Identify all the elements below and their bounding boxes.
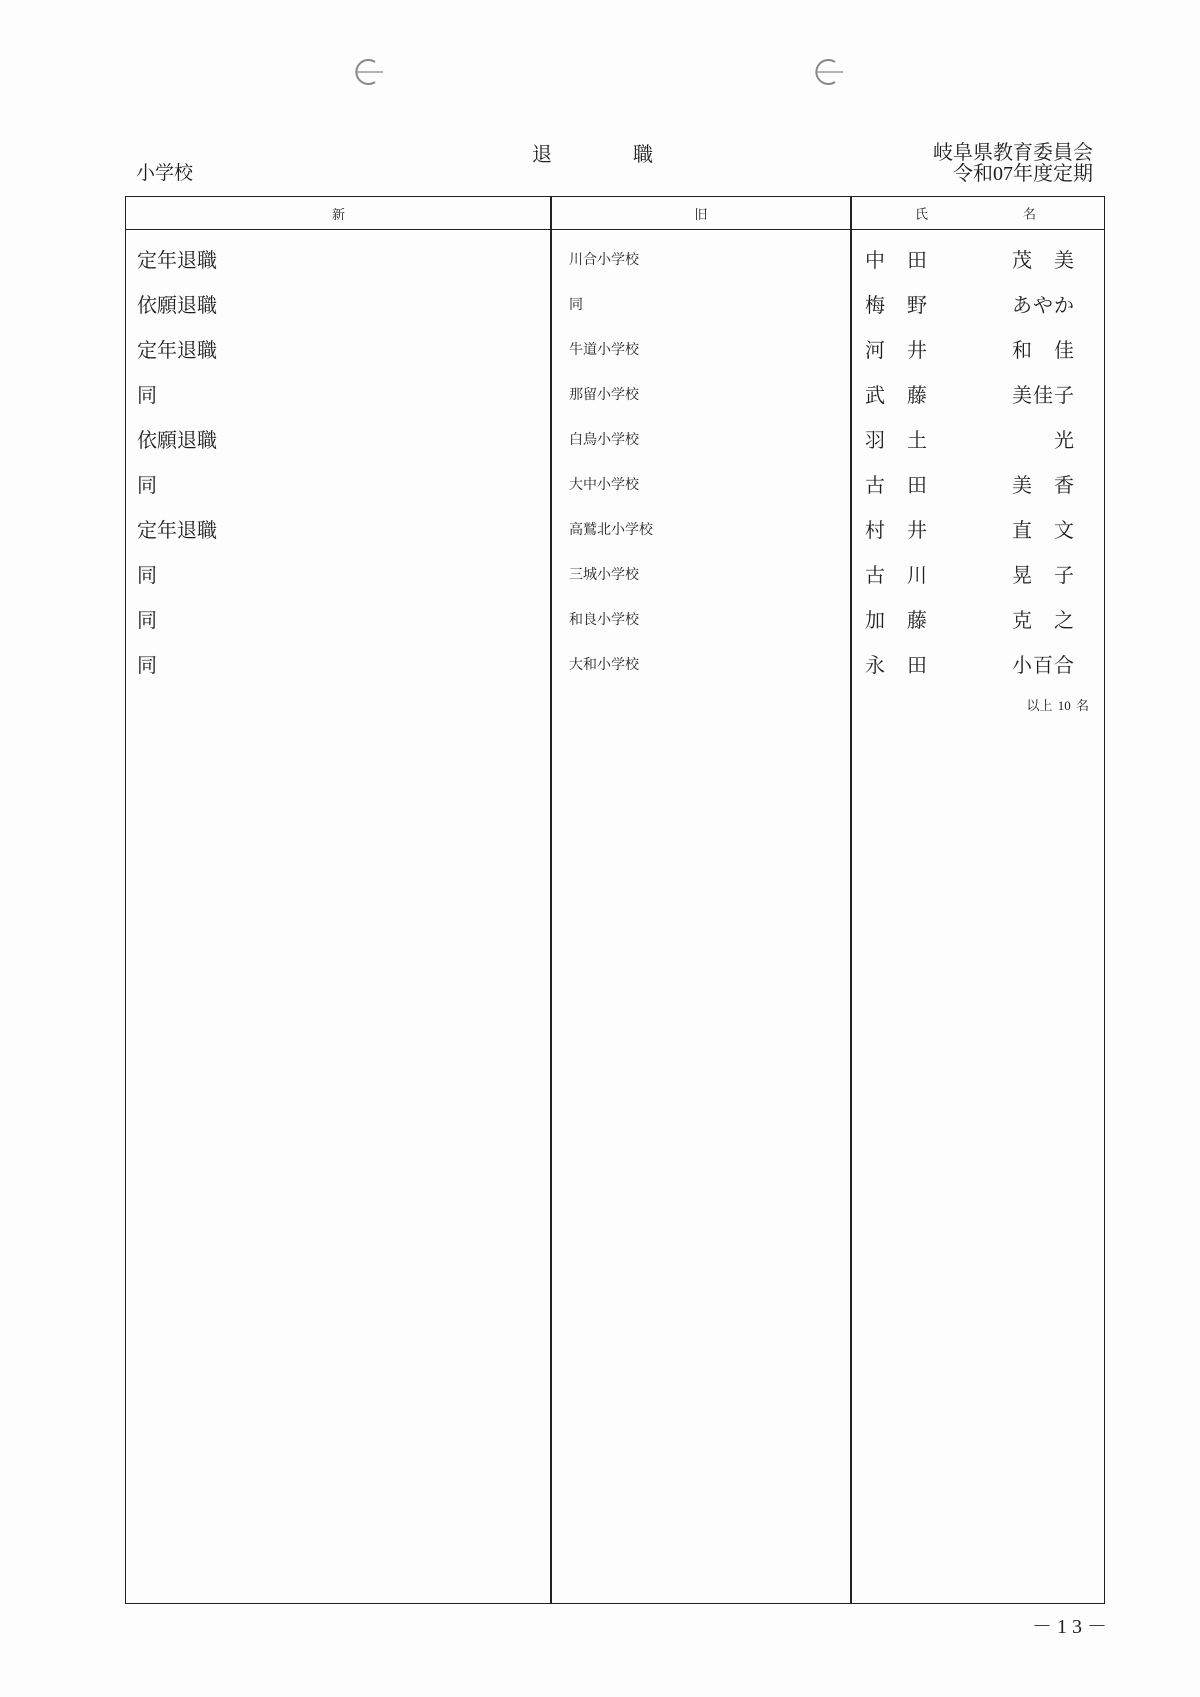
given-name-char: 光 [1054, 430, 1074, 452]
given-name [1012, 289, 1074, 318]
table-row [126, 551, 1104, 596]
person-name [851, 559, 1103, 588]
given-name-char: 小 [1012, 655, 1032, 677]
new-position: 同 [137, 655, 157, 677]
person-name [851, 469, 1103, 498]
surname: 中田 [865, 250, 949, 272]
surname: 永田 [865, 655, 949, 677]
person-name [851, 244, 1103, 273]
header-new: 新 [331, 206, 345, 222]
page-number: －13－ [1032, 1616, 1112, 1638]
given-name-char: 美 [1012, 475, 1032, 497]
given-name [1012, 334, 1074, 363]
given-name-char: 茂 [1012, 250, 1032, 272]
surname: 梅野 [865, 295, 949, 317]
new-position: 同 [137, 475, 157, 497]
given-name [1012, 424, 1074, 453]
table-row [126, 641, 1104, 686]
table-row [126, 596, 1104, 641]
total-row [126, 686, 1104, 722]
table-row [126, 326, 1104, 371]
given-name-char: 美 [1012, 385, 1032, 407]
column-divider [850, 197, 852, 1603]
new-position: 定年退職 [137, 250, 217, 272]
table-row [126, 461, 1104, 506]
table-row [126, 371, 1104, 416]
old-school: 同 [569, 297, 583, 313]
person-name [851, 604, 1103, 633]
old-school: 大和小学校 [569, 657, 639, 673]
surname: 河井 [865, 340, 949, 362]
new-position: 依願退職 [137, 430, 217, 452]
school-category: 小学校 [136, 163, 194, 184]
surname: 村井 [865, 520, 949, 542]
person-name [851, 424, 1103, 453]
table-row [126, 236, 1104, 281]
table-body [126, 230, 1104, 722]
old-school: 和良小学校 [569, 612, 639, 628]
person-name [851, 649, 1103, 678]
given-name [1012, 559, 1074, 588]
old-school: 川合小学校 [569, 252, 639, 268]
given-name-char: 克 [1012, 610, 1032, 632]
given-name [1012, 514, 1074, 543]
header-name-mei: 名 [1023, 206, 1037, 222]
given-name-char: 子 [1054, 385, 1074, 407]
punch-hole-mark [345, 56, 385, 88]
given-name-char: 香 [1054, 475, 1074, 497]
old-school: 高鷲北小学校 [569, 522, 653, 538]
given-name-char: 美 [1054, 250, 1074, 272]
surname: 古田 [865, 475, 949, 497]
given-name-char: 直 [1012, 520, 1032, 542]
table-header [126, 197, 1104, 230]
surname: 古川 [865, 565, 949, 587]
person-name [851, 289, 1103, 318]
given-name-char: 佳 [1033, 385, 1053, 407]
given-name [1012, 649, 1074, 678]
new-position: 同 [137, 610, 157, 632]
new-position: 同 [137, 385, 157, 407]
person-name [851, 334, 1103, 363]
given-name-char: 和 [1012, 340, 1032, 362]
given-name-char: 晃 [1012, 565, 1032, 587]
new-position: 定年退職 [137, 520, 217, 542]
given-name-char: 子 [1054, 565, 1074, 587]
given-name-char: 之 [1054, 610, 1074, 632]
header-name [851, 197, 1103, 229]
old-school: 大中小学校 [569, 477, 639, 493]
person-name [851, 379, 1103, 408]
person-name [851, 514, 1103, 543]
given-name [1012, 604, 1074, 633]
given-name-char: 百 [1033, 655, 1053, 677]
given-name-char: か [1054, 295, 1074, 317]
column-divider [550, 197, 552, 1603]
period: 令和07年度定期 [953, 163, 1093, 185]
given-name-char: や [1033, 295, 1053, 317]
issuer: 岐阜県教育委員会 [933, 142, 1093, 164]
old-school: 那留小学校 [569, 387, 639, 403]
surname: 羽土 [865, 430, 949, 452]
new-position: 同 [137, 565, 157, 587]
table-row [126, 506, 1104, 551]
given-name-char: 佳 [1054, 340, 1074, 362]
given-name [1012, 379, 1074, 408]
given-name-char: あ [1012, 295, 1032, 317]
header-old: 旧 [694, 206, 708, 222]
old-school: 牛道小学校 [569, 342, 639, 358]
given-name [1012, 244, 1074, 273]
given-name-char: 文 [1054, 520, 1074, 542]
surname: 武藤 [865, 385, 949, 407]
personnel-table [125, 196, 1105, 1604]
given-name [1012, 469, 1074, 498]
old-school: 白鳥小学校 [569, 432, 639, 448]
surname: 加藤 [865, 610, 949, 632]
punch-hole-mark [805, 56, 845, 88]
header-name-sei: 氏 [915, 206, 929, 222]
table-row [126, 281, 1104, 326]
new-position: 定年退職 [137, 340, 217, 362]
old-school: 三城小学校 [569, 567, 639, 583]
total-count: 以上 10 名 [1026, 697, 1089, 713]
new-position: 依願退職 [137, 295, 217, 317]
table-row [126, 416, 1104, 461]
page-title: 退職 [532, 144, 734, 166]
given-name-char: 合 [1054, 655, 1074, 677]
